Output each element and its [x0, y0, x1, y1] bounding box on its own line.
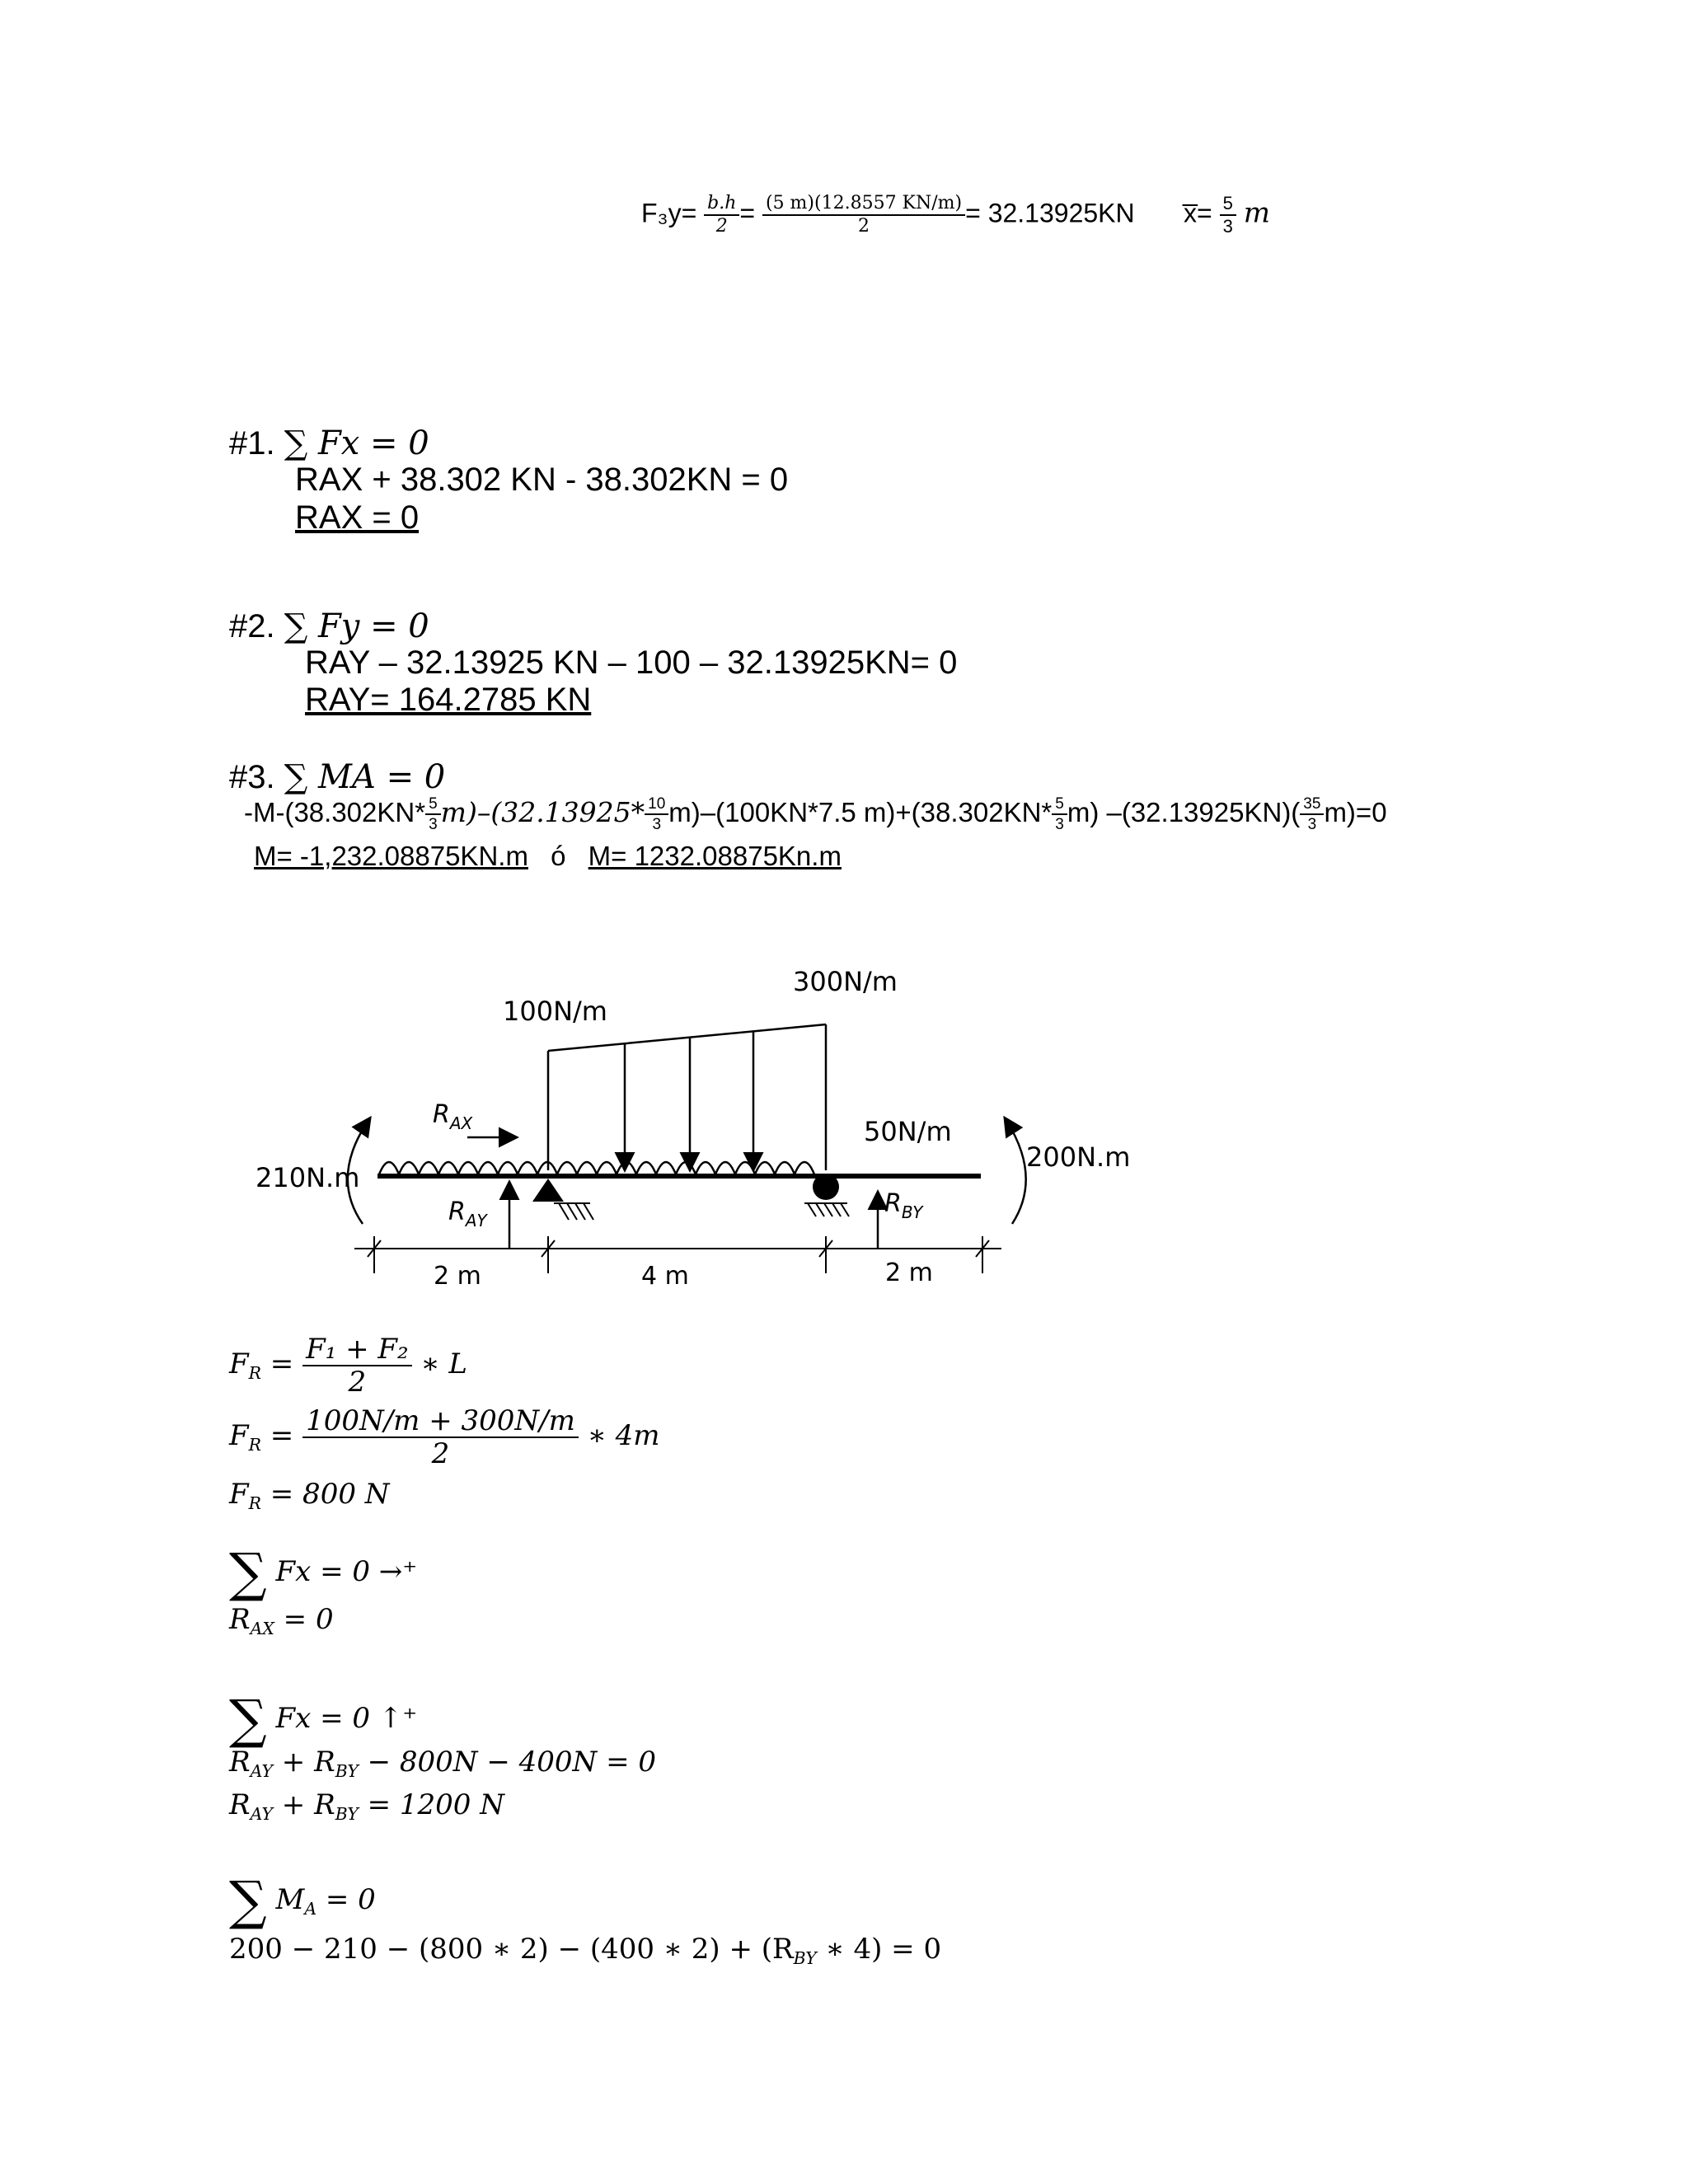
moment-right-arc — [1006, 1119, 1026, 1224]
calc-fraction: $\frac{(5 m)(12.8557 KN/m)}{2}$ — [762, 194, 965, 236]
dim-2-label: 4 m — [641, 1262, 689, 1291]
eq3-result: M= -1,232.08875KN.m ó M= 1232.08875Kn.m — [254, 841, 842, 871]
dist-load-label: 50N/m — [864, 1116, 952, 1147]
eq3-moment-equation: -M-(38.302KN* $\frac{5}{3}$ m)–(32.13925* $\frac{10}{3}$ m)–(100KN*7.5 m)+(38.302KN* $\frac{5}{3}$ m) –(32.13925KN)( $\frac{35}{3}$ m)=0 — [244, 795, 1387, 834]
dim-3-label: 2 m — [885, 1258, 933, 1287]
support-b-hatch — [804, 1203, 849, 1216]
f3y-result: = 32.13925KN — [965, 198, 1135, 228]
eq2-line2: RAY= 164.2785 KN — [305, 682, 592, 718]
eq1-heading: #1. ∑ Fx = 0 — [229, 424, 429, 462]
moment-right-label: 200N.m — [1026, 1141, 1131, 1173]
fr-formula: $F_R$ = $\frac{\text{F₁ + F₂}}{2}$ ∗ L — [229, 1333, 467, 1399]
moment-equation: 200 − 210 − (800 ∗ 2) − (400 ∗ $2) + (R_{BY}$ ∗ 4) = 0 — [229, 1933, 942, 1969]
moment-left-label: 210N.m — [256, 1162, 360, 1193]
f3y-label: F₃y= — [641, 198, 697, 228]
f3y-equation: F₃y= $\frac{b.h}{2}$ = $\frac{(5 m)(12.8557 KN/m)}{2}$ = 32.13925KN — [641, 193, 1135, 237]
xbar-equation: x̅= $\frac{5}{3}$ m — [1184, 193, 1270, 237]
pin-support-a — [532, 1179, 564, 1202]
beam-diagram — [231, 948, 1131, 1302]
load-left-label: 100N/m — [503, 996, 607, 1027]
bh-fraction: $\frac{b.h}{2}$ — [704, 194, 739, 236]
eq2-line1: RAY – 32.13925 KN – 100 – 32.13925KN= 0 — [305, 644, 958, 681]
eq1-line1: RAX + 38.302 KN - 38.302KN = 0 — [295, 462, 789, 498]
sum-fx-eq: ∑ Fx = 0 →⁺ — [229, 1543, 418, 1604]
sum-fy-eq: ∑ Fx = 0 ↑⁺ — [229, 1690, 418, 1750]
eq3-heading: #3. ∑ MA = 0 — [229, 758, 446, 796]
rax-label: $R_{AX}$ — [433, 1100, 473, 1133]
rax-result: $R_{AX} = 0$ — [229, 1603, 334, 1639]
trapezoidal-load — [548, 1024, 826, 1170]
rby-label: $R_{BY}$ — [884, 1189, 923, 1222]
fr-substitution: $F_R$ = $\frac{100N/m + 300N/m}{2}$ ∗ 4m — [229, 1404, 660, 1470]
roller-support-b — [813, 1174, 839, 1200]
load-right-label: 300N/m — [793, 966, 898, 997]
ray-label: $R_{AY}$ — [448, 1197, 487, 1230]
eq1-line2: RAX = 0 — [295, 499, 420, 536]
distributed-load-wave — [379, 1162, 814, 1174]
dim-1-label: 2 m — [434, 1262, 481, 1291]
eq2-heading: #2. ∑ Fy = 0 — [229, 607, 429, 645]
fr-result: $F_R = 800$ N — [229, 1478, 390, 1514]
sum-ma-eq: ∑ $M_A = 0$ — [229, 1871, 376, 1932]
ray-rby-eq1: $R_{AY} + R_{BY} - 800N - 400N = 0$ — [229, 1746, 657, 1782]
support-a-hatch — [554, 1203, 593, 1220]
ray-rby-eq2: $R_{AY} + R_{BY} = 1200$ N — [229, 1788, 504, 1825]
